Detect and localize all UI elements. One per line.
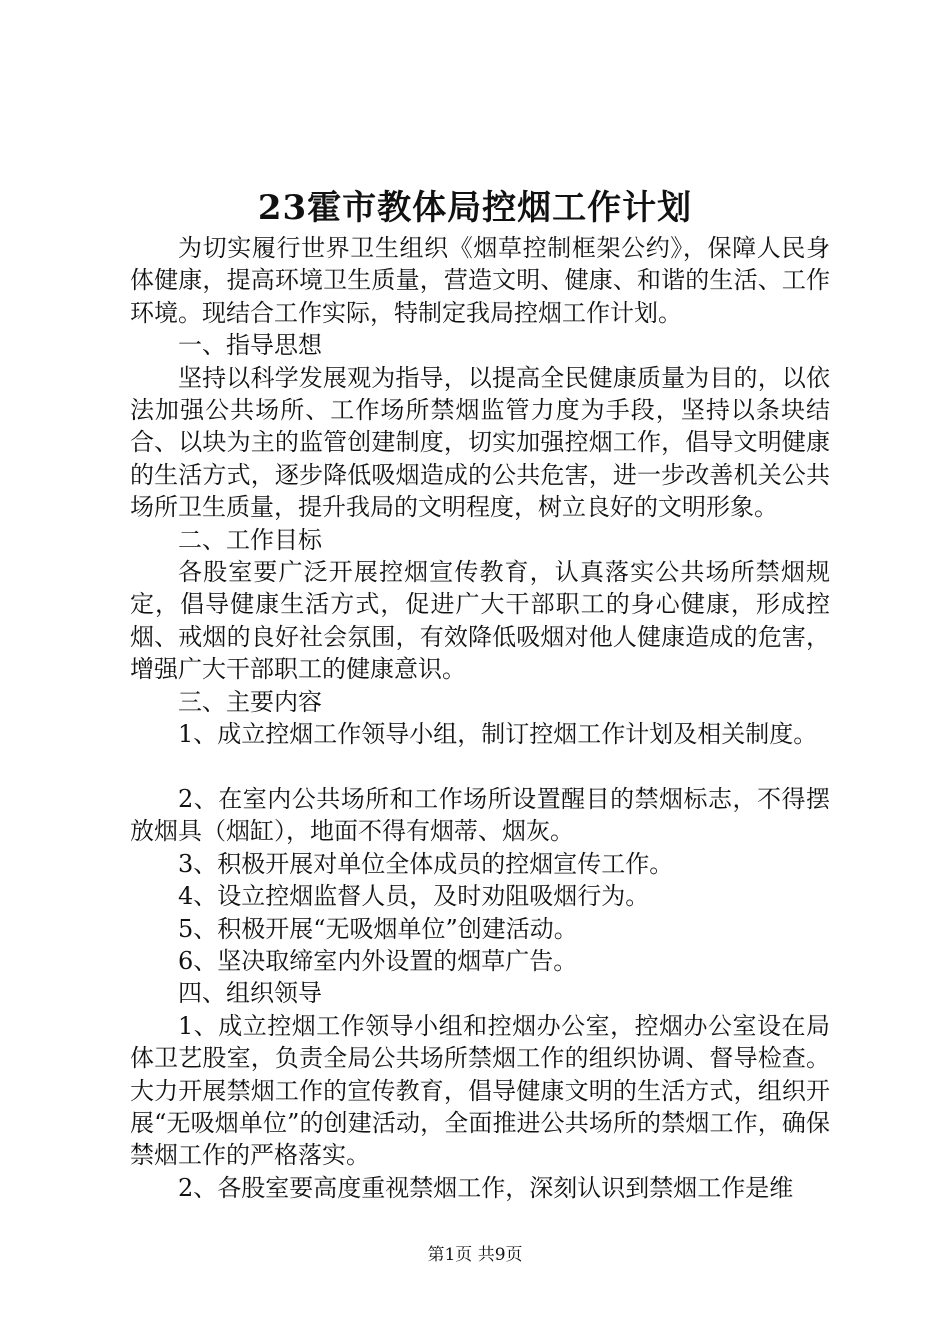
heading-main-content: 三、主要内容 xyxy=(178,687,322,716)
heading-guiding-thought: 一、指导思想 xyxy=(178,331,322,360)
list-item-content-3: 3、积极开展对单位全体成员的控烟宣传工作。 xyxy=(178,849,674,878)
paragraph-work-goal: 各股室要广泛开展控烟宣传教育，认真落实公共场所禁烟规定，倡导健康生活方式，促进广大干部职工的身心健康，形成控烟、戒烟的良好社会氛围，有效降低吸烟对他人健康造成的危害，增强广大干部职工的健康意识。 xyxy=(130,558,830,684)
list-item-organization-1: 1、成立控烟工作领导小组和控烟办公室，控烟办公室设在局体卫艺股室，负责全局公共场所禁烟工作的组织协调、督导检查。大力开展禁烟工作的宣传教育，倡导健康文明的生活方式，组织开展“无吸烟单位”的创建活动，全面推进公共场所的禁烟工作，确保禁烟工作的严格落实。 xyxy=(130,1011,830,1170)
list-item-content-6: 6、坚决取缔室内外设置的烟草广告。 xyxy=(178,946,578,975)
list-item-content-1: 1、成立控烟工作领导小组，制订控烟工作计划及相关制度。 xyxy=(178,720,818,749)
document-title: 23霍市教体局控烟工作计划 xyxy=(257,188,693,228)
list-item-content-2: 2、在室内公共场所和工作场所设置醒目的禁烟标志，不得摆放烟具（烟缸），地面不得有烟蒂、烟灰。 xyxy=(130,784,830,846)
list-item-content-5: 5、积极开展“无吸烟单位”创建活动。 xyxy=(178,914,578,943)
list-item-organization-2: 2、各股室要高度重视禁烟工作，深刻认识到禁烟工作是维 xyxy=(178,1173,794,1202)
paragraph-intro: 为切实履行世界卫生组织《烟草控制框架公约》，保障人民身体健康，提高环境卫生质量，营造文明、健康、和谐的生活、工作环境。现结合工作实际，特制定我局控烟工作计划。 xyxy=(130,234,830,327)
list-item-content-4: 4、设立控烟监督人员，及时劝阻吸烟行为。 xyxy=(178,882,650,911)
paragraph-guiding-thought: 坚持以科学发展观为指导，以提高全民健康质量为目的，以依法加强公共场所、工作场所禁烟监管力度为手段，坚持以条块结合、以块为主的监管创建制度，切实加强控烟工作，倡导文明健康的生活方式，逐步降低吸烟造成的公共危害，进一步改善机关公共场所卫生质量，提升我局的文明程度，树立良好的文明形象。 xyxy=(130,363,830,522)
paragraph-spacer xyxy=(130,751,830,783)
page-footer: 第1页 共9页 xyxy=(427,1245,523,1265)
heading-work-goal: 二、工作目标 xyxy=(178,525,322,554)
heading-organization: 四、组织领导 xyxy=(178,979,322,1008)
document-body xyxy=(130,232,830,1204)
